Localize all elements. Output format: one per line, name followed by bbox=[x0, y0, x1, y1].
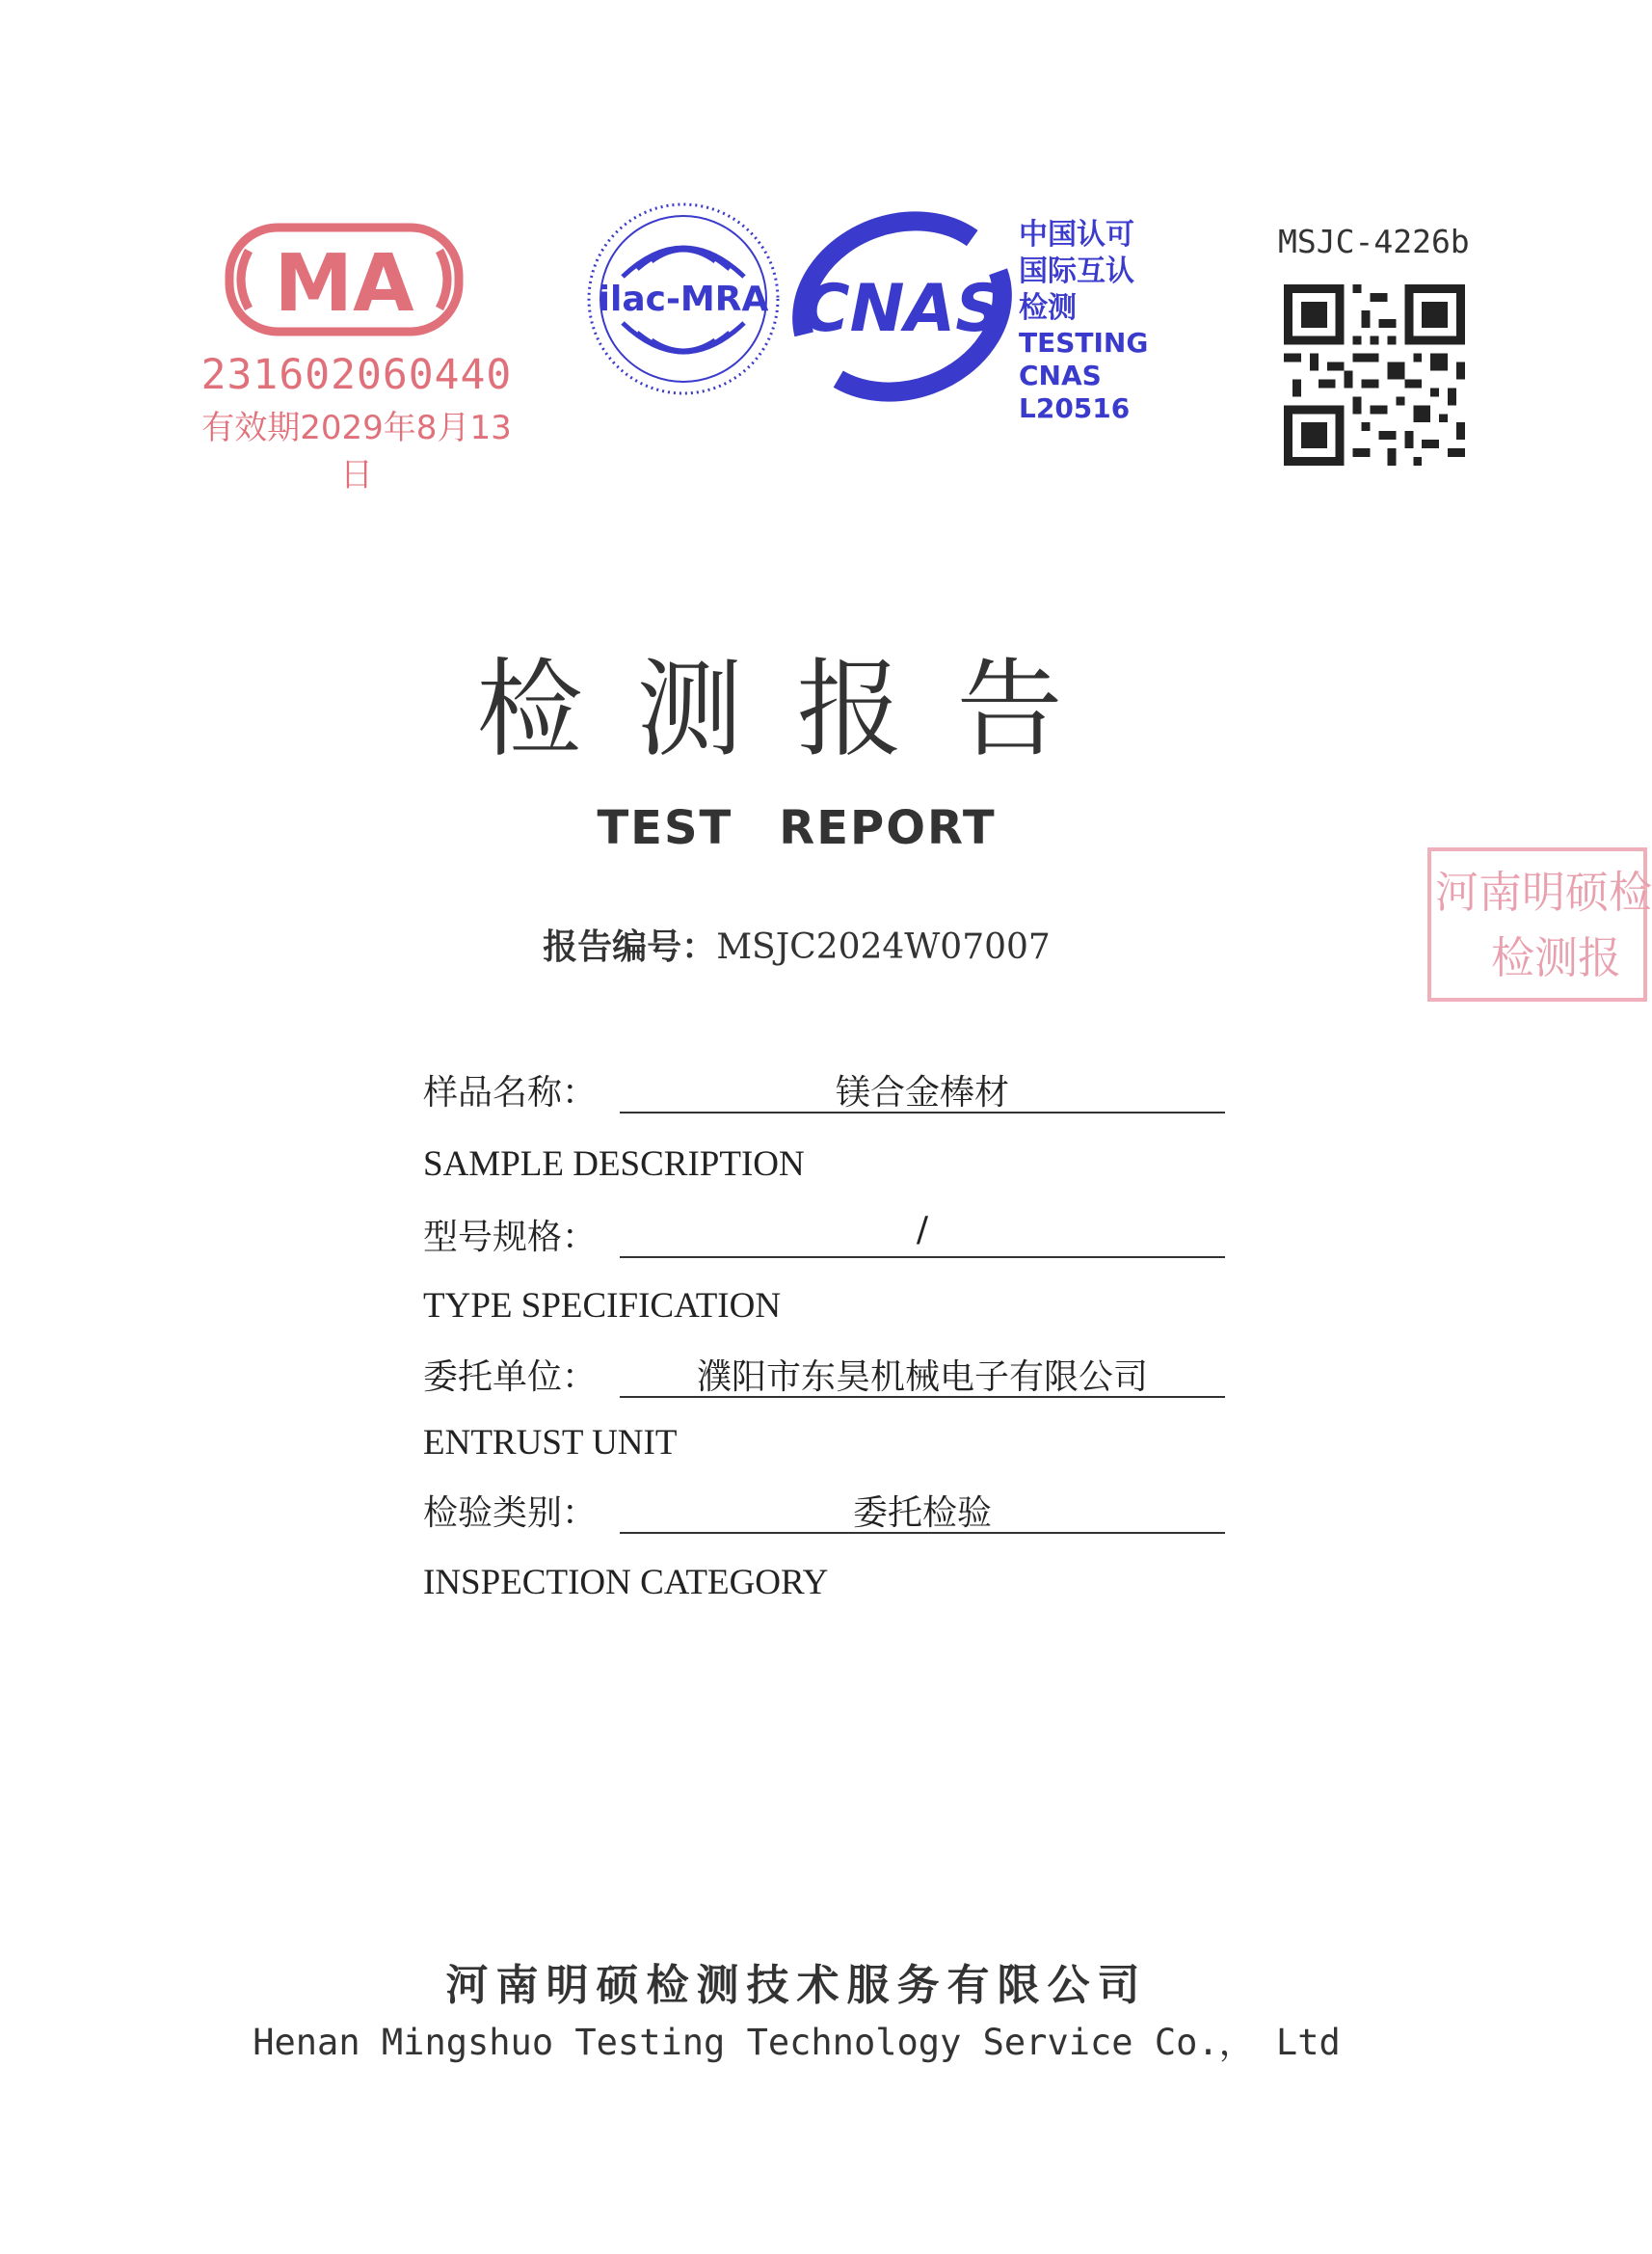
cnas-cn-line: 中国认可 bbox=[1019, 218, 1134, 252]
company-name-cn: 河南明硕检测技术服务有限公司 bbox=[445, 1961, 1148, 2010]
page-title-cn: 检测报告 bbox=[476, 648, 1117, 771]
cnas-cn-line: 国际互认 bbox=[1019, 255, 1134, 288]
cma-validity: 有效期2029年8月13日 bbox=[201, 409, 512, 495]
cnas-caption bbox=[1019, 217, 1163, 425]
qr-code-icon bbox=[1284, 284, 1465, 466]
ilac-mra-logo-icon bbox=[584, 200, 784, 399]
field-label: 型号规格： bbox=[423, 1218, 598, 1257]
field-label-en: TYPE SPECIFICATION bbox=[423, 1286, 782, 1326]
field-label-en: SAMPLE DESCRIPTION bbox=[423, 1144, 805, 1184]
company-name-en: Henan Mingshuo Testing Technology Service Co.， Ltd bbox=[253, 2022, 1341, 2063]
cma-letters: MA bbox=[274, 238, 414, 330]
title-en-word: REPORT bbox=[779, 801, 997, 855]
field-underline bbox=[620, 1396, 1225, 1398]
ilac-text: ilac-MRA bbox=[598, 280, 769, 319]
cnas-text: CNAS bbox=[801, 271, 1003, 347]
cnas-cn-line: 检测 bbox=[1019, 291, 1077, 325]
cnas-en-line: TESTING bbox=[1019, 327, 1149, 359]
title-en-word: TEST bbox=[597, 801, 733, 855]
cma-stamp bbox=[197, 218, 517, 495]
cma-code: 231602060440 bbox=[200, 351, 513, 399]
report-number bbox=[0, 920, 1593, 969]
field-label: 委托单位： bbox=[423, 1357, 598, 1397]
seal-line: 河南明硕检 bbox=[1435, 867, 1652, 918]
field-label-en: ENTRUST UNIT bbox=[423, 1423, 678, 1462]
report-number-value: MSJC2024W07007 bbox=[716, 927, 1051, 967]
cnas-en-line: CNAS L20516 bbox=[1019, 360, 1131, 424]
cma-logo-icon bbox=[224, 222, 465, 337]
field-underline bbox=[620, 1532, 1225, 1534]
field-value: / bbox=[916, 1210, 929, 1249]
field-label-en: INSPECTION CATEGORY bbox=[423, 1563, 829, 1602]
report-number-label: 报告编号： bbox=[543, 927, 717, 967]
field-value: 委托检验 bbox=[852, 1493, 992, 1533]
field-label: 样品名称： bbox=[423, 1073, 598, 1113]
field-label: 检验类别： bbox=[423, 1493, 598, 1533]
field-underline bbox=[620, 1256, 1225, 1258]
company-seal bbox=[1427, 847, 1652, 998]
field-value: 濮阳市东昊机械电子有限公司 bbox=[696, 1357, 1148, 1397]
field-value: 镁合金棒材 bbox=[835, 1073, 1009, 1113]
cnas-logo-icon bbox=[792, 217, 1012, 396]
field-underline bbox=[620, 1112, 1225, 1114]
seal-line: 检测报 bbox=[1491, 932, 1622, 983]
page-title-en bbox=[0, 801, 1593, 855]
document-code: MSJC-4226b bbox=[1278, 223, 1470, 260]
